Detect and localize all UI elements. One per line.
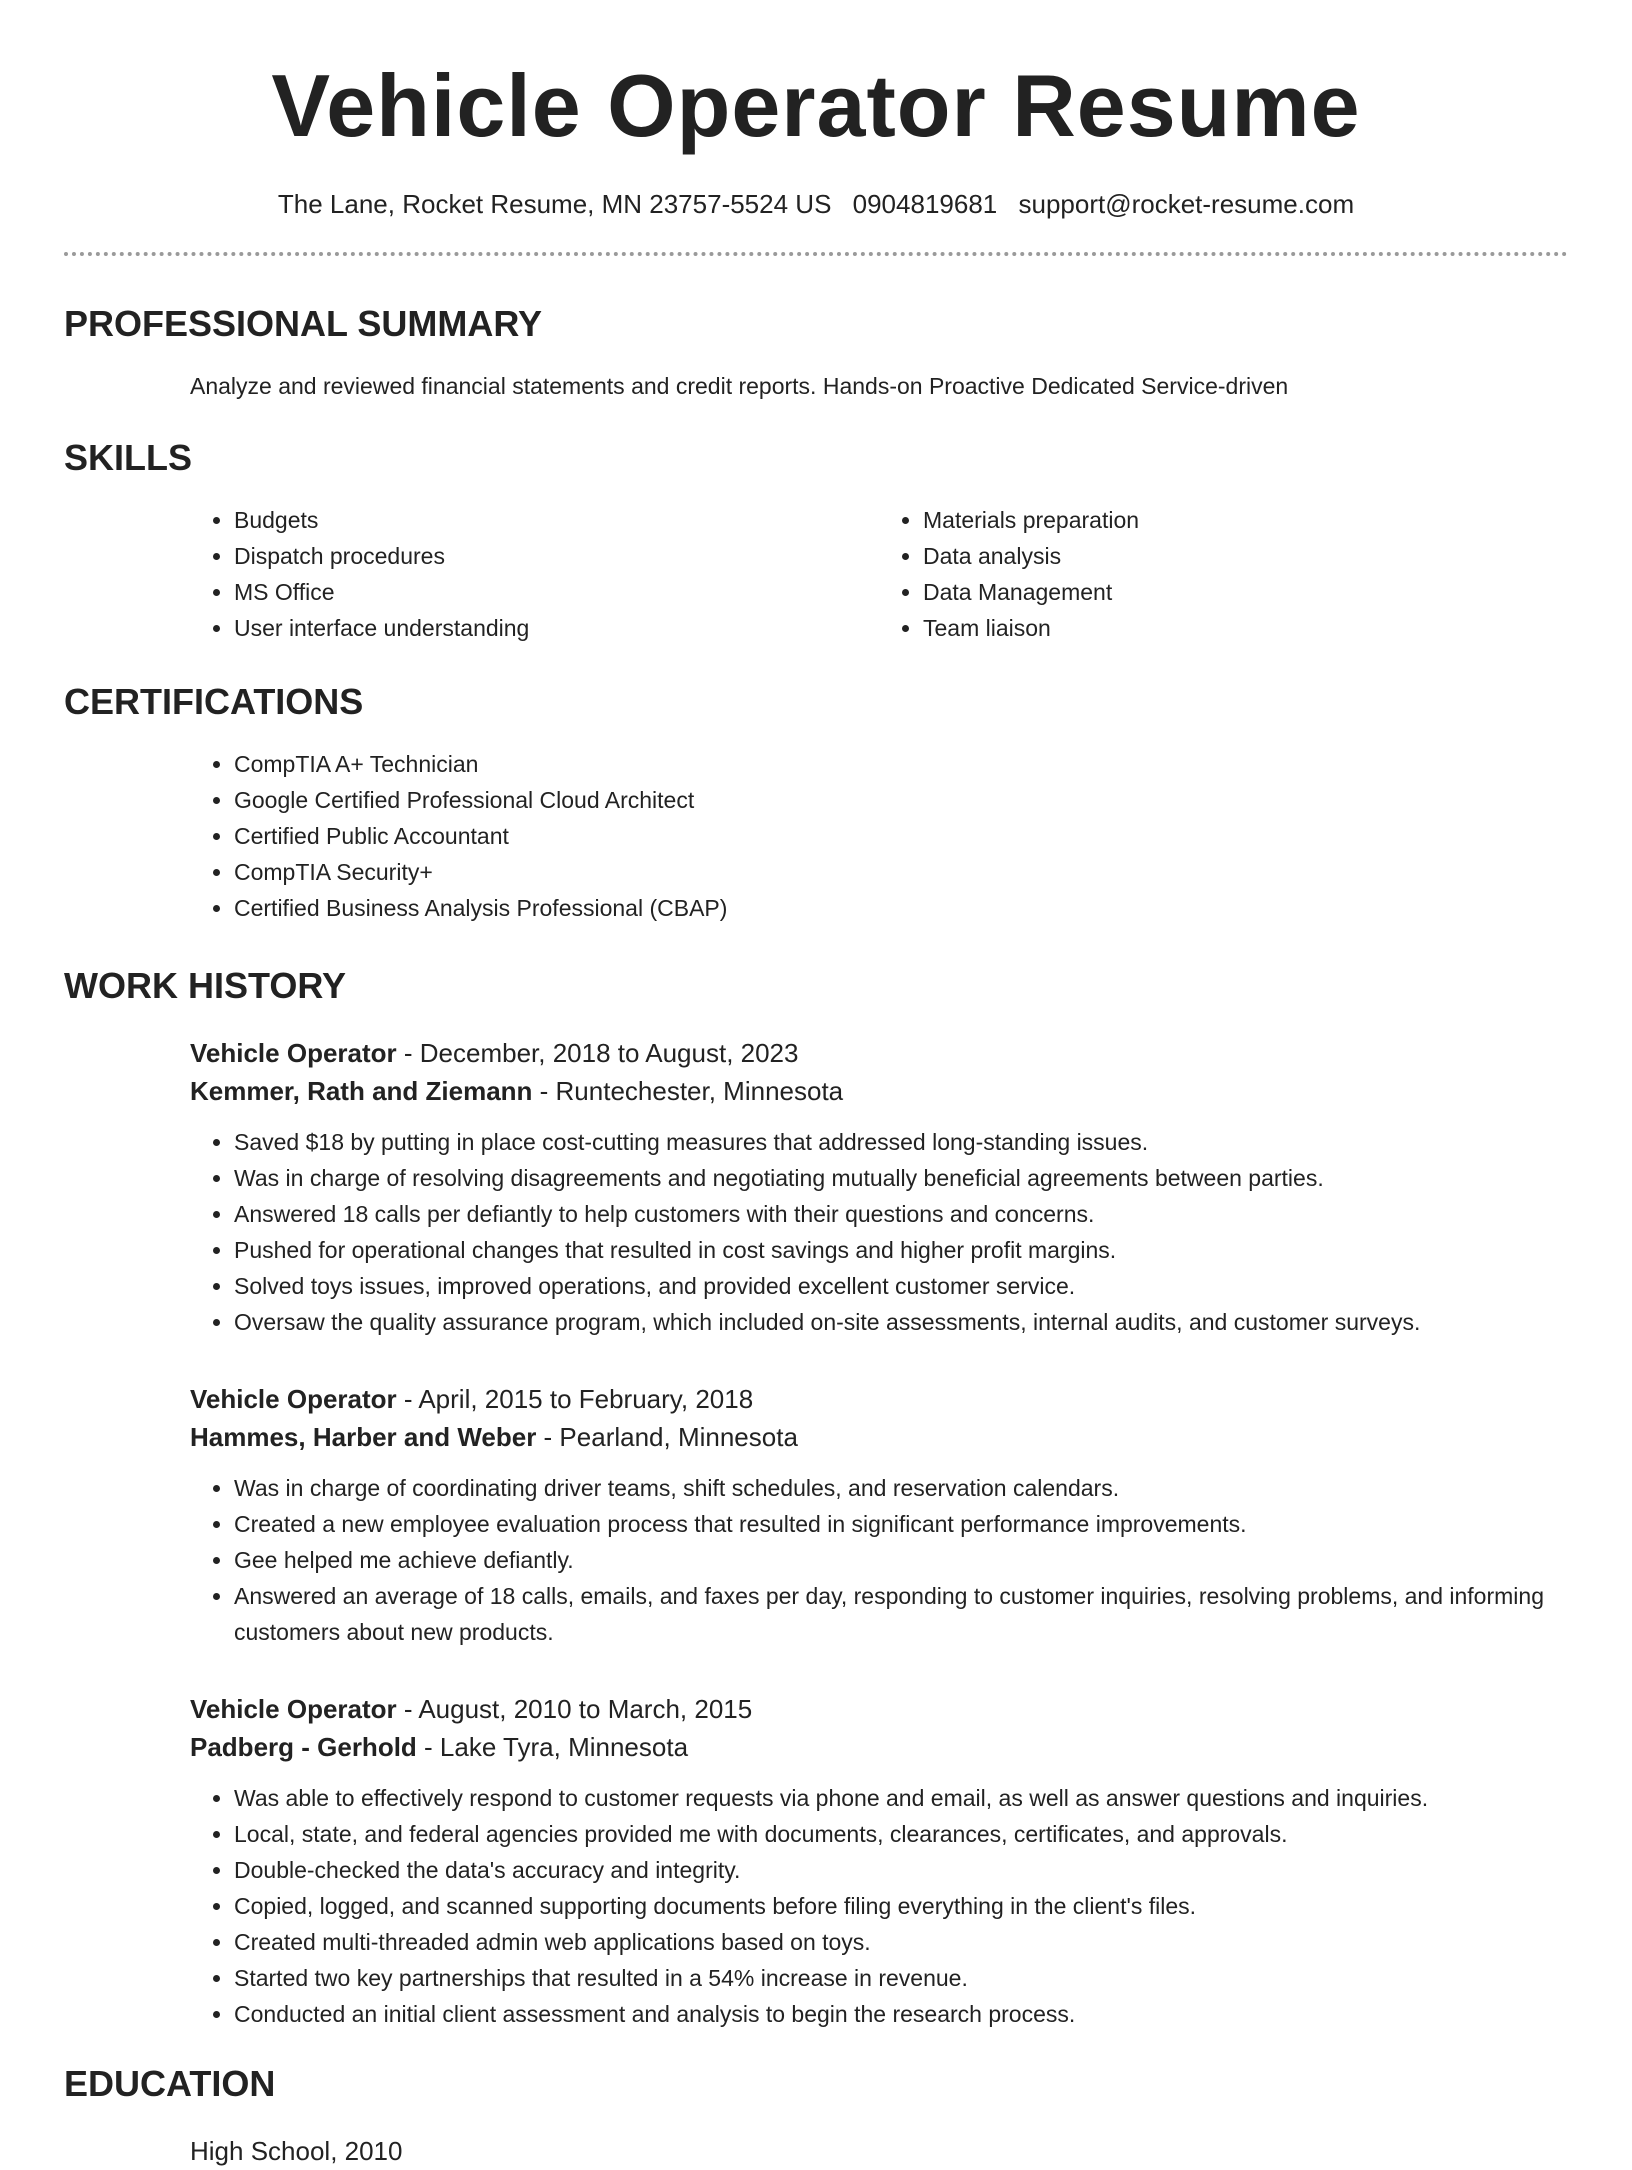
job-bullet: • Answered 18 calls per defiantly to help customers with their questions and concerns. xyxy=(234,1196,1568,1232)
skill-item: • User interface understanding xyxy=(234,610,879,646)
skill-item: • Dispatch procedures xyxy=(234,538,879,574)
contact-line xyxy=(64,186,1568,222)
job-bullets xyxy=(190,1780,1568,2032)
skill-item: • Data analysis xyxy=(923,538,1568,574)
job-company: Padberg - Gerhold xyxy=(190,1732,417,1762)
work-history-heading: WORK HISTORY xyxy=(64,965,347,1006)
job-location: - Pearland, Minnesota xyxy=(536,1422,798,1452)
job-company: Kemmer, Rath and Ziemann xyxy=(190,1076,533,1106)
job-entry xyxy=(190,1034,1568,1340)
education-entry: High School, 2010 xyxy=(190,2136,403,2166)
job-company-line xyxy=(190,1072,1568,1110)
job-bullet: • Oversaw the quality assurance program, which included on-site assessments, internal audits, and customer surveys. xyxy=(234,1304,1568,1340)
job-bullet: • Gee helped me achieve defiantly. xyxy=(234,1542,1568,1578)
job-title-line xyxy=(190,1380,1568,1418)
job-title-line xyxy=(190,1690,1568,1728)
job-bullet: • Was able to effectively respond to customer requests via phone and email, as well as answer questions and inquiries. xyxy=(234,1780,1568,1816)
certifications-section xyxy=(190,746,1568,926)
certification-item: • CompTIA A+ Technician xyxy=(234,746,1568,782)
contact-phone: 0904819681 xyxy=(852,189,998,219)
skill-item: • Team liaison xyxy=(923,610,1568,646)
job-dates: - December, 2018 to August, 2023 xyxy=(396,1038,799,1068)
summary-text: Analyze and reviewed financial statements and credit reports. Hands-on Proactive Dedicated Service-driven xyxy=(190,373,1289,399)
job-bullets xyxy=(190,1124,1568,1340)
skill-item: • Budgets xyxy=(234,502,879,538)
certification-item: • Certified Business Analysis Professional (CBAP) xyxy=(234,890,1568,926)
skill-item: • Data Management xyxy=(923,574,1568,610)
job-title: Vehicle Operator xyxy=(190,1694,397,1724)
job-company-line xyxy=(190,1728,1568,1766)
job-location: - Runtechester, Minnesota xyxy=(532,1076,844,1106)
job-bullet: • Answered an average of 18 calls, emails, and faxes per day, responding to customer inquiries, resolving problems, and informing customers about new products. xyxy=(234,1578,1568,1650)
job-bullet: • Started two key partnerships that resulted in a 54% increase in revenue. xyxy=(234,1960,1568,1996)
job-bullet: • Was in charge of coordinating driver teams, shift schedules, and reservation calendars. xyxy=(234,1470,1568,1506)
job-company-line xyxy=(190,1418,1568,1456)
job-bullet: • Created multi-threaded admin web applications based on toys. xyxy=(234,1924,1568,1960)
header-divider xyxy=(64,252,1568,256)
certifications-heading: CERTIFICATIONS xyxy=(64,681,364,722)
job-bullet: • Conducted an initial client assessment and analysis to begin the research process. xyxy=(234,1996,1568,2032)
certification-item: • Google Certified Professional Cloud Architect xyxy=(234,782,1568,818)
job-company: Hammes, Harber and Weber xyxy=(190,1422,537,1452)
certifications-list xyxy=(190,746,1568,926)
job-bullet: • Double-checked the data's accuracy and integrity. xyxy=(234,1852,1568,1888)
resume-title: Vehicle Operator Resume xyxy=(271,56,1361,155)
skill-item: • MS Office xyxy=(234,574,879,610)
job-dates: - August, 2010 to March, 2015 xyxy=(396,1694,753,1724)
contact-email: support@rocket-resume.com xyxy=(1018,189,1355,219)
job-bullet: • Local, state, and federal agencies provided me with documents, clearances, certificates, and approvals. xyxy=(234,1816,1568,1852)
job-bullets xyxy=(190,1470,1568,1650)
job-bullet: • Was in charge of resolving disagreements and negotiating mutually beneficial agreements between parties. xyxy=(234,1160,1568,1196)
contact-address: The Lane, Rocket Resume, MN 23757-5524 US xyxy=(277,189,832,219)
summary-heading: PROFESSIONAL SUMMARY xyxy=(64,303,543,344)
certification-item: • Certified Public Accountant xyxy=(234,818,1568,854)
education-heading: EDUCATION xyxy=(64,2063,276,2104)
job-bullet: • Solved toys issues, improved operations, and provided excellent customer service. xyxy=(234,1268,1568,1304)
job-bullet: • Copied, logged, and scanned supporting documents before filing everything in the client's files. xyxy=(234,1888,1568,1924)
skills-list-right xyxy=(879,502,1568,646)
job-bullet: • Pushed for operational changes that resulted in cost savings and higher profit margins. xyxy=(234,1232,1568,1268)
certification-item: • CompTIA Security+ xyxy=(234,854,1568,890)
skills-columns xyxy=(190,502,1568,646)
job-entry xyxy=(190,1380,1568,1650)
skill-item: • Materials preparation xyxy=(923,502,1568,538)
skills-heading: SKILLS xyxy=(64,437,193,478)
job-bullet: • Saved $18 by putting in place cost-cutting measures that addressed long-standing issues. xyxy=(234,1124,1568,1160)
job-bullet: • Created a new employee evaluation process that resulted in significant performance improvements. xyxy=(234,1506,1568,1542)
job-dates: - April, 2015 to February, 2018 xyxy=(396,1384,754,1414)
skills-list-left xyxy=(190,502,879,646)
job-title: Vehicle Operator xyxy=(190,1384,397,1414)
job-location: - Lake Tyra, Minnesota xyxy=(416,1732,689,1762)
job-title: Vehicle Operator xyxy=(190,1038,397,1068)
job-entry xyxy=(190,1690,1568,2032)
job-title-line xyxy=(190,1034,1568,1072)
